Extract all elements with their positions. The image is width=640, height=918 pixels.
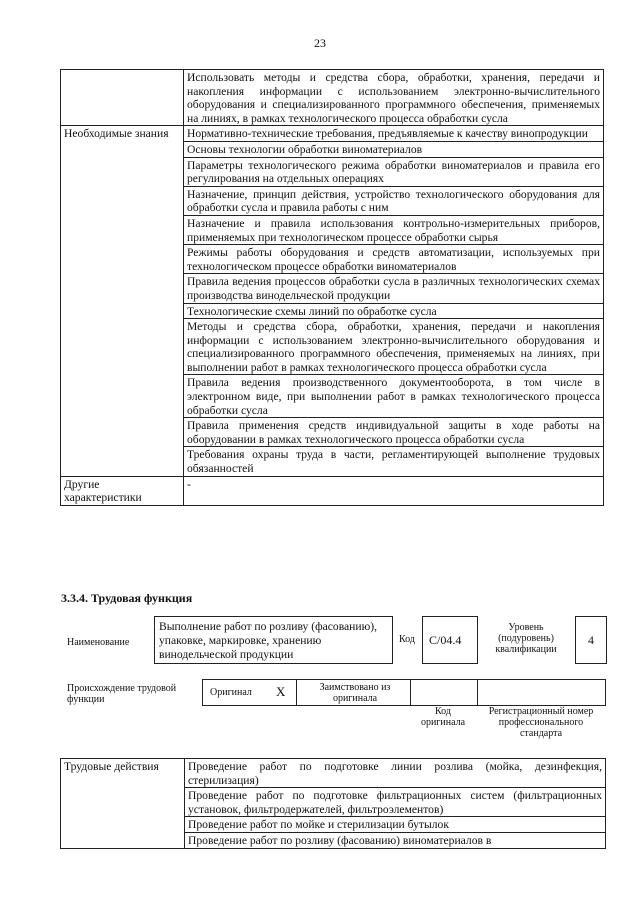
knowledge-item: Правила применения средств индивидуальной защиты в ходе работы на оборудовании в рамках технологического процесса обработки сусла [184, 418, 604, 447]
action-item: Проведение работ по мойке и стерилизации бутылок [185, 817, 606, 833]
code-box [422, 616, 478, 664]
knowledge-item: Основы технологии обработки виноматериалов [184, 141, 604, 157]
level-box [575, 616, 607, 664]
empty-cell [61, 70, 184, 126]
origin-label: Происхождение трудовой функции [67, 683, 177, 705]
level-value: 4 [588, 633, 594, 647]
original-label: Оригинал [210, 687, 252, 698]
action-item: Проведение работ по подготовке фильтрационных систем (фильтрационных установок, фильтродержателей, фильтроэлементов) [185, 788, 606, 817]
knowledge-item: Назначение, принцип действия, устройство технологического оборудования для обработки сусла и правила работы с ним [184, 186, 604, 215]
action-item: Проведение работ по розливу (фасованию) виноматериалов в [185, 832, 606, 848]
reg-number-caption: Регистрационный номер профессионального стандарта [488, 706, 594, 739]
actions-label: Трудовые действия [61, 759, 185, 849]
other-label: Другие характеристики [61, 476, 184, 505]
knowledge-label: Необходимые знания [61, 126, 184, 476]
knowledge-item: Назначение и правила использования контрольно-измерительных приборов, применяемых при технологическом процессе обработки сырья [184, 215, 604, 244]
divider [410, 679, 411, 705]
knowledge-item: Методы и средства сбора, обработки, хранения, передачи и накопления информации с использованием электронно-вычислительного оборудования и специализированного программного обеспечения, применяемых на линиях, при выполнении работ в рамках технологического процесса обработки сусла [184, 319, 604, 375]
name-value: Выполнение работ по розливу (фасованию), упаковке, маркировке, хранению винодельческой продукции [159, 620, 378, 661]
original-mark: X [276, 684, 286, 699]
table-cell: Использовать методы и средства сбора, обработки, хранения, передачи и накопления информации с использованием электронно-вычислительного оборудования и специализированного программного обеспечения, применяемых на линиях, в рамках технологического процесса обработки сусла [184, 70, 604, 126]
knowledge-item: Нормативно-технические требования, предъявляемые к качеству винопродукции [184, 126, 604, 142]
knowledge-item: Технологические схемы линий по обработке сусла [184, 303, 604, 319]
knowledge-item: Режимы работы оборудования и средств автоматизации, используемых при технологическом процессе обработки виноматериалов [184, 245, 604, 274]
page-number: 23 [314, 36, 326, 50]
knowledge-table [60, 69, 604, 506]
other-value: - [184, 476, 604, 505]
knowledge-item: Правила ведения производственного документооборота, в том числе в электронном виде, при выполнении работ в рамках технологического процесса обработки сусла [184, 375, 604, 418]
actions-table [60, 758, 606, 849]
level-label: Уровень (подуровень) квалификации [495, 622, 557, 655]
knowledge-item: Требования охраны труда в части, регламентирующей выполнение трудовых обязанностей [184, 447, 604, 476]
code-original-caption: Код оригинала [420, 706, 466, 728]
borrowed-label: Заимствовано из оригинала [319, 682, 391, 704]
divider [296, 679, 297, 705]
section-title: 3.3.4. Трудовая функция [61, 591, 193, 605]
code-value: C/04.4 [429, 633, 462, 647]
name-box [154, 616, 393, 664]
divider [477, 679, 478, 705]
knowledge-item: Параметры технологического режима обработки виноматериалов и правила его регулирования на отдельных операциях [184, 157, 604, 186]
code-label: Код [399, 634, 415, 645]
knowledge-item: Правила ведения процессов обработки сусла в различных технологических схемах производства винодельческой продукции [184, 274, 604, 303]
action-item: Проведение работ по подготовке линии розлива (мойка, дезинфекция, стерилизация) [185, 759, 606, 788]
name-label: Наименование [67, 637, 130, 648]
